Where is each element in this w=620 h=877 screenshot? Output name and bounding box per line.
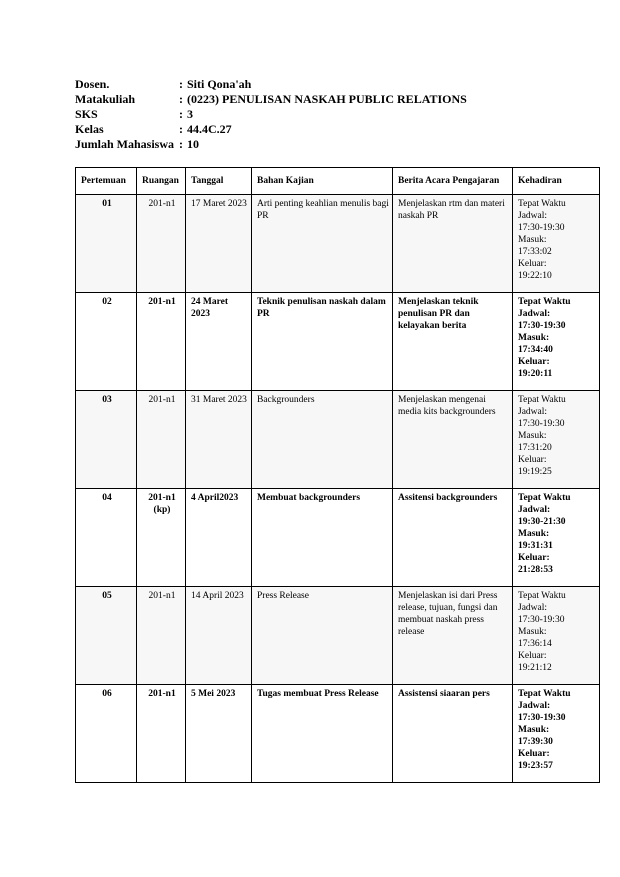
info-value: 10 bbox=[187, 137, 199, 151]
info-label: Kelas bbox=[75, 122, 104, 136]
cell-berita-acara: Assitensi backgrounders bbox=[393, 489, 513, 587]
info-row bbox=[75, 107, 467, 122]
table-row bbox=[76, 685, 600, 783]
info-row bbox=[75, 122, 467, 137]
cell-ruangan: 201-n1 bbox=[137, 391, 186, 489]
cell-bahan-kajian: Backgrounders bbox=[252, 391, 393, 489]
attendance-line: Keluar: bbox=[518, 553, 550, 563]
attendance-line: 17:39:30 bbox=[518, 737, 553, 747]
info-value: Siti Qona'ah bbox=[187, 77, 252, 91]
attendance-line: 17:33:02 bbox=[518, 247, 552, 257]
cell-pertemuan: 03 bbox=[76, 391, 137, 489]
attendance-line: 17:30-19:30 bbox=[518, 321, 566, 331]
info-label: Jumlah Mahasiswa bbox=[75, 137, 175, 151]
attendance-line: Jadwal: bbox=[518, 211, 548, 221]
cell-berita-acara: Assistensi siaaran pers bbox=[393, 685, 513, 783]
cell-bahan-kajian: Arti penting keahlian menulis bagi PR bbox=[252, 195, 393, 293]
info-value: 44.4C.27 bbox=[187, 122, 232, 136]
attendance-line: 17:30-19:30 bbox=[518, 223, 565, 233]
cell-ruangan: 201-n1 bbox=[137, 685, 186, 783]
info-row bbox=[75, 137, 467, 152]
attendance-line: Masuk: bbox=[518, 529, 550, 539]
attendance-line: 19:30-21:30 bbox=[518, 517, 566, 527]
attendance-line: 19:21:12 bbox=[518, 663, 552, 673]
attendance-line: Masuk: bbox=[518, 725, 550, 735]
attendance-line: Masuk: bbox=[518, 431, 547, 441]
cell-berita-acara: Menjelaskan mengenai media kits backgrounders bbox=[393, 391, 513, 489]
cell-pertemuan: 01 bbox=[76, 195, 137, 293]
table-row bbox=[76, 587, 600, 685]
info-separator: : bbox=[179, 77, 183, 91]
cell-tanggal: 4 April2023 bbox=[186, 489, 252, 587]
cell-bahan-kajian: Tugas membuat Press Release bbox=[252, 685, 393, 783]
attendance-line: 17:36:14 bbox=[518, 639, 552, 649]
attendance-line: Jadwal: bbox=[518, 505, 551, 515]
cell-pertemuan: 04 bbox=[76, 489, 137, 587]
col-header-pertemuan: Pertemuan bbox=[76, 168, 137, 195]
cell-berita-acara: Menjelaskan teknik penulisan PR dan kelayakan berita bbox=[393, 293, 513, 391]
cell-pertemuan: 02 bbox=[76, 293, 137, 391]
cell-berita-acara: Menjelaskan isi dari Press release, tujuan, fungsi dan membuat naskah press release bbox=[393, 587, 513, 685]
attendance-line: 19:31:31 bbox=[518, 541, 553, 551]
attendance-line: Tepat Waktu bbox=[518, 199, 566, 209]
table-row bbox=[76, 391, 600, 489]
cell-ruangan: 201-n1 bbox=[137, 195, 186, 293]
cell-tanggal: 14 April 2023 bbox=[186, 587, 252, 685]
attendance-line: Tepat Waktu bbox=[518, 395, 566, 405]
cell-bahan-kajian: Membuat backgrounders bbox=[252, 489, 393, 587]
attendance-line: 21:28:53 bbox=[518, 565, 553, 575]
col-header-tanggal: Tanggal bbox=[186, 168, 252, 195]
cell-pertemuan: 05 bbox=[76, 587, 137, 685]
info-separator: : bbox=[179, 122, 183, 136]
info-label: Dosen. bbox=[75, 77, 110, 91]
cell-tanggal: 31 Maret 2023 bbox=[186, 391, 252, 489]
cell-tanggal: 17 Maret 2023 bbox=[186, 195, 252, 293]
info-value: (0223) PENULISAN NASKAH PUBLIC RELATIONS bbox=[187, 92, 467, 106]
cell-kehadiran bbox=[513, 293, 600, 391]
cell-tanggal: 5 Mei 2023 bbox=[186, 685, 252, 783]
attendance-line: Tepat Waktu bbox=[518, 297, 571, 307]
attendance-line: Jadwal: bbox=[518, 603, 548, 613]
cell-kehadiran bbox=[513, 587, 600, 685]
table-header-row bbox=[76, 168, 600, 195]
cell-berita-acara: Menjelaskan rtm dan materi naskah PR bbox=[393, 195, 513, 293]
attendance-line: Keluar: bbox=[518, 357, 550, 367]
cell-tanggal: 24 Maret 2023 bbox=[186, 293, 252, 391]
attendance-line: Masuk: bbox=[518, 627, 547, 637]
cell-ruangan: 201-n1 bbox=[137, 293, 186, 391]
attendance-line: 19:20:11 bbox=[518, 369, 553, 379]
info-separator: : bbox=[179, 137, 183, 151]
attendance-line: Masuk: bbox=[518, 235, 547, 245]
attendance-line: Tepat Waktu bbox=[518, 591, 566, 601]
attendance-line: 17:30-19:30 bbox=[518, 419, 565, 429]
col-header-berita-acara: Berita Acara Pengajaran bbox=[393, 168, 513, 195]
col-header-kehadiran: Kehadiran bbox=[513, 168, 600, 195]
attendance-line: Keluar: bbox=[518, 455, 547, 465]
info-row bbox=[75, 92, 467, 107]
attendance-line: Keluar: bbox=[518, 651, 547, 661]
attendance-line: Keluar: bbox=[518, 259, 547, 269]
cell-kehadiran bbox=[513, 391, 600, 489]
table-row bbox=[76, 293, 600, 391]
table-row bbox=[76, 195, 600, 293]
cell-ruangan: 201-n1 (kp) bbox=[137, 489, 186, 587]
info-label: Matakuliah bbox=[75, 92, 136, 106]
cell-kehadiran bbox=[513, 195, 600, 293]
col-header-bahan-kajian: Bahan Kajian bbox=[252, 168, 393, 195]
attendance-line: Jadwal: bbox=[518, 701, 551, 711]
info-value: 3 bbox=[187, 107, 193, 121]
cell-kehadiran bbox=[513, 489, 600, 587]
cell-bahan-kajian: Teknik penulisan naskah dalam PR bbox=[252, 293, 393, 391]
attendance-line: 19:19:25 bbox=[518, 467, 552, 477]
attendance-line: 19:22:10 bbox=[518, 271, 552, 281]
course-info bbox=[75, 77, 467, 152]
attendance-line: Tepat Waktu bbox=[518, 689, 571, 699]
cell-kehadiran bbox=[513, 685, 600, 783]
attendance-line: 17:30-19:30 bbox=[518, 615, 565, 625]
attendance-line: 17:30-19:30 bbox=[518, 713, 566, 723]
info-separator: : bbox=[179, 107, 183, 121]
attendance-line: Keluar: bbox=[518, 749, 550, 759]
info-row bbox=[75, 77, 467, 92]
cell-bahan-kajian: Press Release bbox=[252, 587, 393, 685]
attendance-line: 17:31:20 bbox=[518, 443, 552, 453]
attendance-line: 19:23:57 bbox=[518, 761, 553, 771]
attendance-line: Masuk: bbox=[518, 333, 550, 343]
cell-ruangan: 201-n1 bbox=[137, 587, 186, 685]
col-header-ruangan: Ruangan bbox=[137, 168, 186, 195]
attendance-line: Tepat Waktu bbox=[518, 493, 571, 503]
cell-pertemuan: 06 bbox=[76, 685, 137, 783]
attendance-line: 17:34:40 bbox=[518, 345, 553, 355]
info-separator: : bbox=[179, 92, 183, 106]
table-row bbox=[76, 489, 600, 587]
attendance-line: Jadwal: bbox=[518, 309, 551, 319]
attendance-line: Jadwal: bbox=[518, 407, 548, 417]
attendance-table bbox=[75, 167, 600, 783]
info-label: SKS bbox=[75, 107, 98, 121]
